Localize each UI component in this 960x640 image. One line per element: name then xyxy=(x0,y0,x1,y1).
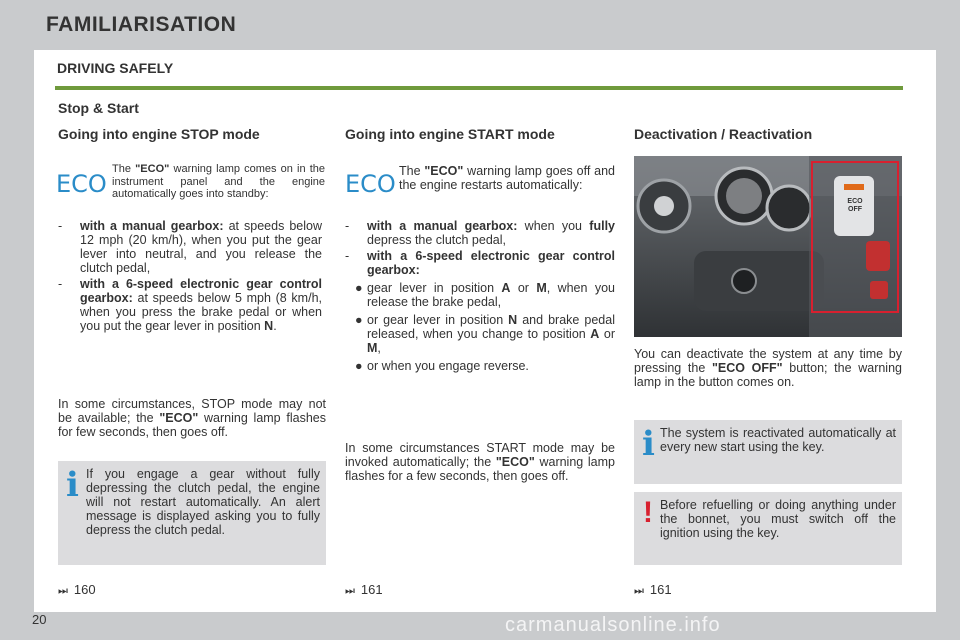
col1-intro: The "ECO" warning lamp comes on in the instrument panel and the engine automatically goes into standby: xyxy=(112,163,326,200)
list-item: - with a 6-speed electronic gear control gearbox: at speeds below 5 mph (8 km/h, when you press the brake pedal or when you put the gear lever in position N. xyxy=(58,277,322,333)
dashboard-illustration xyxy=(634,156,902,337)
watermark: carmanualsonline.info xyxy=(505,614,721,636)
list-item: - with a 6-speed electronic gear control gearbox: xyxy=(345,249,615,277)
eco-lamp-icon: ECO xyxy=(345,170,396,198)
col3-info-box xyxy=(634,420,902,484)
col1-info-box xyxy=(58,461,326,565)
page-number: 20 xyxy=(32,612,47,627)
right-margin-band xyxy=(936,50,960,640)
sub-title: Stop & Start xyxy=(58,100,139,116)
col3-warning-box xyxy=(634,492,902,565)
col3-warning-text: Before refuelling or doing anything under the bonnet, you must switch off the ignition using the key. xyxy=(660,498,896,540)
section-divider xyxy=(55,86,903,90)
page-header-title: FAMILIARISATION xyxy=(46,13,237,36)
col2-list xyxy=(345,219,615,373)
section-title: DRIVING SAFELY xyxy=(57,60,174,76)
list-item: - with a manual gearbox: when you fully depress the clutch pedal, xyxy=(345,219,615,247)
left-margin-band xyxy=(0,50,34,640)
col1-note: In some circumstances, STOP mode may not be available; the "ECO" warning lamp flashes for few seconds, then goes off. xyxy=(58,397,326,439)
col3-info-text: The system is reactivated automatically at every new start using the key. xyxy=(660,426,896,454)
col3-page-ref: ⏭ 161 xyxy=(634,582,672,597)
fast-forward-icon: ⏭ xyxy=(58,585,68,597)
col3-heading: Deactivation / Reactivation xyxy=(634,126,813,142)
col1-page-ref: ⏭ 160 xyxy=(58,582,96,597)
col1-info-text: If you engage a gear without fully depressing the clutch pedal, the engine will not restart automatically. An alert message is displayed asking you to fully depress the clutch pedal. xyxy=(86,467,320,537)
bullet-item: ● gear lever in position A or M, when you release the brake pedal, xyxy=(355,281,615,309)
warning-icon: ! xyxy=(643,496,653,529)
col2-note: In some circumstances START mode may be invoked automatically; the "ECO" warning lamp flashes for a few seconds, then goes off. xyxy=(345,441,615,483)
col3-body: You can deactivate the system at any time by pressing the "ECO OFF" button; the warning lamp in the button comes on. xyxy=(634,347,902,389)
eco-lamp-icon: ECO xyxy=(56,170,107,198)
fast-forward-icon: ⏭ xyxy=(345,585,355,597)
bullet-item: ● or gear lever in position N and brake pedal released, when you change to position A or M, xyxy=(355,313,615,355)
info-icon: i xyxy=(66,465,79,505)
bottom-margin-band xyxy=(0,612,960,640)
fast-forward-icon: ⏭ xyxy=(634,585,644,597)
col2-page-ref: ⏭ 161 xyxy=(345,582,383,597)
col1-list xyxy=(58,219,322,335)
col2-intro: The "ECO" warning lamp goes off and the engine restarts automatically: xyxy=(399,164,615,192)
list-item: - with a manual gearbox: at speeds below 12 mph (20 km/h), when you put the gear lever into neutral, and you release the clutch pedal, xyxy=(58,219,323,275)
col1-heading: Going into engine STOP mode xyxy=(58,126,260,142)
dashboard-photo xyxy=(634,156,902,337)
bullet-item: ● or when you engage reverse. xyxy=(355,359,529,373)
eco-off-button-label: ECO OFF xyxy=(847,198,863,213)
col2-heading: Going into engine START mode xyxy=(345,126,555,142)
info-icon: i xyxy=(642,424,655,464)
